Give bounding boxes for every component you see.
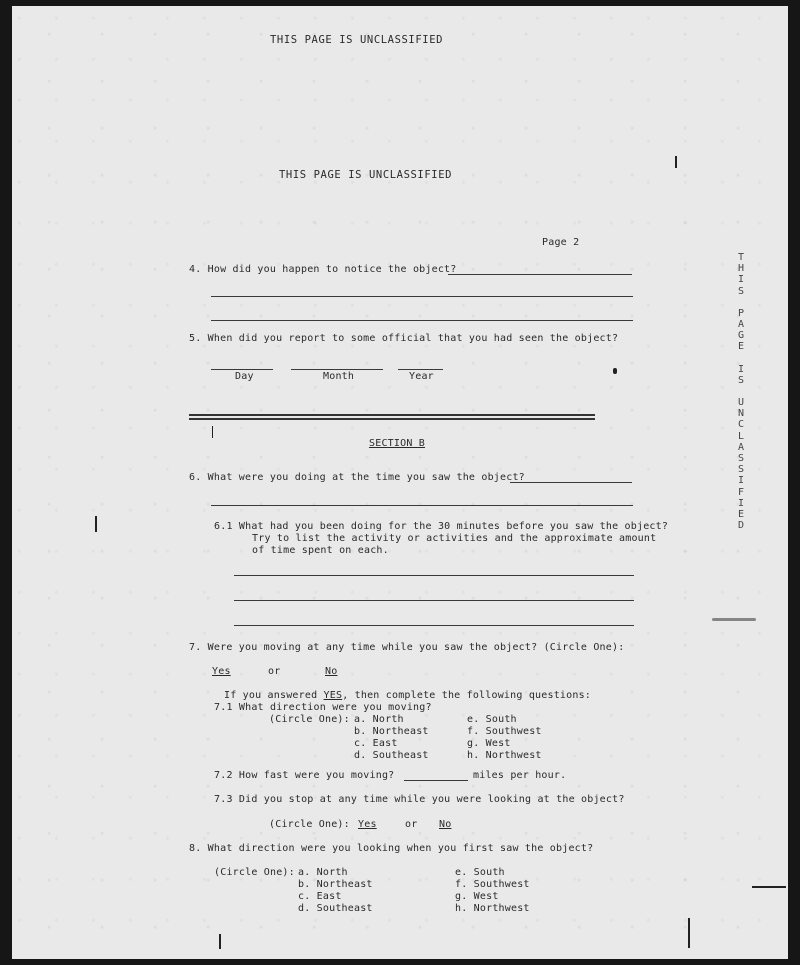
film-scratch (212, 426, 213, 438)
q8-option-f[interactable]: f. Southwest (455, 879, 530, 890)
film-scratch (752, 886, 786, 888)
q7-1-option-c[interactable]: c. East (354, 738, 398, 749)
q8-circle-one: (Circle One): (214, 867, 295, 878)
q7-option-no[interactable]: No (325, 666, 338, 677)
document-page (12, 6, 788, 959)
answer-line-4b[interactable] (211, 296, 633, 297)
film-scratch (688, 918, 690, 948)
question-7-2: 7.2 How fast were you moving? (214, 770, 395, 781)
day-field-line[interactable] (211, 369, 273, 370)
answer-line-4c[interactable] (211, 320, 633, 321)
year-label: Year (409, 371, 434, 382)
question-6-1-line3: of time spent on each. (252, 545, 389, 556)
film-scratch (219, 934, 221, 949)
q7-3-circle-one: (Circle One): (269, 819, 350, 830)
q7-option-or: or (268, 666, 281, 677)
month-field-line[interactable] (291, 369, 383, 370)
section-title: SECTION B (369, 438, 425, 449)
film-scratch (675, 156, 677, 168)
film-speck (613, 368, 617, 374)
question-5: 5. When did you report to some official that you had seen the object? (189, 333, 619, 344)
q7-1-option-a[interactable]: a. North (354, 714, 404, 725)
page-number: Page 2 (542, 237, 580, 248)
q7-3-option-yes[interactable]: Yes (358, 819, 377, 830)
q8-option-a[interactable]: a. North (298, 867, 348, 878)
q7-3-option-no[interactable]: No (439, 819, 452, 830)
question-8: 8. What direction were you looking when you first saw the object? (189, 843, 594, 854)
question-7-3: 7.3 Did you stop at any time while you were looking at the object? (214, 794, 625, 805)
answer-line-6a[interactable] (510, 482, 632, 483)
q7-option-yes[interactable]: Yes (212, 666, 231, 677)
q8-option-c[interactable]: c. East (298, 891, 342, 902)
q8-option-e[interactable]: e. South (455, 867, 505, 878)
q8-option-b[interactable]: b. Northeast (298, 879, 373, 890)
question-6-1: 6.1 What had you been doing for the 30 minutes before you saw the object? (214, 521, 669, 532)
answer-line-6-1a[interactable] (234, 575, 634, 576)
answer-line-6-1c[interactable] (234, 625, 634, 626)
section-divider-1 (189, 414, 595, 416)
q7-1-option-b[interactable]: b. Northeast (354, 726, 429, 737)
classification-header: THIS PAGE IS UNCLASSIFIED (279, 169, 453, 181)
answer-line-6-1b[interactable] (234, 600, 634, 601)
question-6: 6. What were you doing at the time you saw the object? (189, 472, 525, 483)
answer-line-6b[interactable] (211, 505, 633, 506)
q7-1-option-g[interactable]: g. West (467, 738, 511, 749)
q7-1-option-e[interactable]: e. South (467, 714, 517, 725)
q7-1-option-f[interactable]: f. Southwest (467, 726, 542, 737)
q8-option-d[interactable]: d. Southeast (298, 903, 373, 914)
speed-field-line[interactable] (404, 780, 468, 781)
question-7-1: 7.1 What direction were you moving? (214, 702, 432, 713)
film-smudge (712, 618, 756, 621)
q7-1-option-d[interactable]: d. Southeast (354, 750, 429, 761)
film-scratch (95, 516, 97, 532)
speed-unit: miles per hour. (473, 770, 567, 781)
q7-1-option-h[interactable]: h. Northwest (467, 750, 542, 761)
question-6-1-line2: Try to list the activity or activities and the approximate amount (252, 533, 657, 544)
q8-option-g[interactable]: g. West (455, 891, 499, 902)
q7-followup-note: If you answered YES, then complete the following questions: (224, 690, 592, 701)
q7-3-option-or: or (405, 819, 418, 830)
section-divider-2 (189, 418, 595, 420)
question-7: 7. Were you moving at any time while you saw the object? (Circle One): (189, 642, 625, 653)
side-classification-text: T H I S P A G E I S U N C L A S S I F I E D (737, 252, 745, 532)
q8-option-h[interactable]: h. Northwest (455, 903, 530, 914)
answer-line-4a[interactable] (448, 274, 632, 275)
year-field-line[interactable] (398, 369, 443, 370)
classification-header-top: THIS PAGE IS UNCLASSIFIED (270, 34, 444, 46)
day-label: Day (235, 371, 254, 382)
q7-1-circle-one: (Circle One): (269, 714, 350, 725)
question-4: 4. How did you happen to notice the object? (189, 264, 457, 275)
month-label: Month (323, 371, 355, 382)
